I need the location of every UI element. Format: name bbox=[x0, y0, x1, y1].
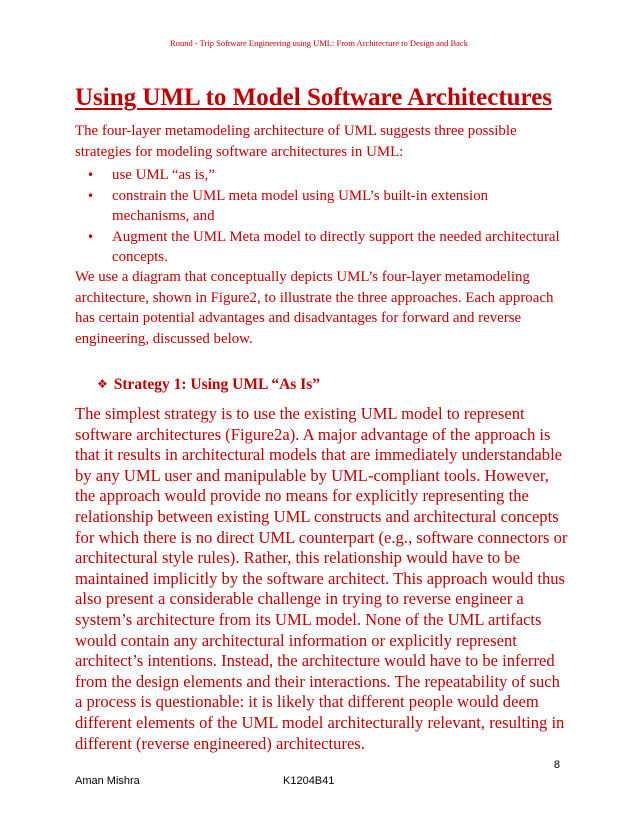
running-header: Round - Trip Software Engineering using UML: From Architecture to Design and Back bbox=[170, 38, 468, 48]
figure-intro-paragraph: We use a diagram that conceptually depicts UML’s four-layer metamodeling architecture, shown in Figure2, to illustrate the three approaches. Each approach has certain potential advantages and disadvantages for forward and reverse engineering, discussed below. bbox=[75, 269, 554, 347]
list-item: • Augment the UML Meta model to directly support the needed architectural concepts. bbox=[75, 227, 565, 268]
page-title: Using UML to Model Software Architectures bbox=[75, 84, 553, 111]
diamond-bullet-icon: ❖ bbox=[97, 377, 108, 391]
intro-paragraph: The four-layer metamodeling architecture of UML suggests three possible strategies for modeling software architectures in UML: bbox=[75, 123, 517, 160]
strategy-bullet-list bbox=[75, 165, 565, 268]
strategy-1-paragraph: The simplest strategy is to use the existing UML model to represent software architectures (Figure2a). A major advantage of the approach is that it results in architectural models that are immediately understandable by any UML user and manipulable by UML-compliant tools. However, the approach would provide no means for explicitly representing the relationship between existing UML constructs and architectural concepts for which there is no direct UML counterpart (e.g., software connectors or architectural style rules). Rather, this relationship would have to be maintained implicitly by the software architect. This approach would thus also present a considerable challenge in trying to reverse engineer a system’s architecture from its UML model. None of the UML artifacts would contain any architectural information or explicitly represent architect’s intentions. Instead, the architecture would have to be inferred from the design elements and their interactions. The repeatability of such a process is questionable: it is likely that different people would deem different elements of the UML model architecturally relevant, resulting in different (reverse engineered) architectures. bbox=[75, 404, 568, 753]
footer-author: Aman Mishra bbox=[75, 775, 140, 787]
strategy-1-heading-text: Strategy 1: Using UML “As Is” bbox=[113, 376, 321, 393]
strategy-1-heading bbox=[97, 376, 320, 394]
list-item: • constrain the UML meta model using UML’s built-in extension mechanisms, and bbox=[75, 186, 565, 227]
list-item: • use UML “as is,” bbox=[75, 165, 565, 186]
footer-id: K1204B41 bbox=[283, 775, 335, 787]
page-number: 8 bbox=[553, 759, 560, 771]
